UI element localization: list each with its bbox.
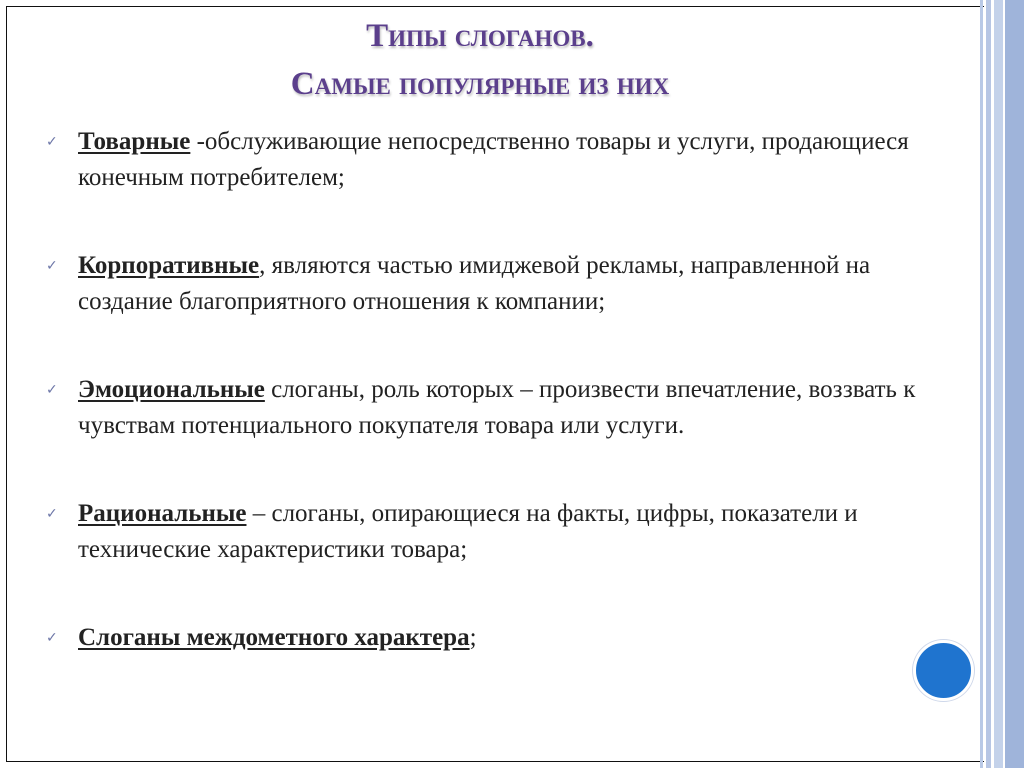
slide-title-line-2: Самые популярные из них [290, 66, 670, 102]
stripe [994, 0, 1003, 768]
slide-title [0, 12, 960, 108]
list-item-text: – слоганы, опирающиеся на факты, цифры, показатели и технические характеристики товара; [78, 500, 858, 563]
list-item-term: Товарные [78, 128, 191, 155]
checkmark-icon: ✓ [46, 134, 58, 150]
list-item-term: Эмоциональные [78, 376, 265, 403]
checkmark-icon: ✓ [46, 506, 58, 522]
slogan-types-list [46, 124, 926, 656]
list-item-term: Корпоративные [78, 252, 260, 279]
list-item-text: слоганы, роль которых – произвести впечатление, воззвать к чувствам потенциального покупателя товара или услуги. [78, 376, 916, 439]
stripe [980, 0, 983, 768]
stripe [1005, 0, 1024, 768]
checkmark-icon: ✓ [46, 382, 58, 398]
list-item-corporate [46, 248, 926, 320]
list-item-text: ; [469, 624, 477, 651]
list-item-text: -обслуживающие непосредственно товары и услуги, продающиеся конечным потребителем; [78, 128, 909, 191]
slide-title-line-1: Типы слоганов. [366, 18, 594, 54]
list-item-term: Слоганы междометного характера [78, 624, 470, 651]
list-item-product [46, 124, 926, 196]
decorative-stripes [980, 0, 1024, 768]
list-item-term: Рациональные [78, 500, 247, 527]
checkmark-icon: ✓ [46, 630, 58, 646]
decorative-circle [913, 640, 974, 701]
list-item-emotional [46, 372, 926, 444]
checkmark-icon: ✓ [46, 258, 58, 274]
list-item-text: , являются частью имиджевой рекламы, направленной на создание благоприятного отношения к компании; [78, 252, 871, 315]
list-item-rational [46, 496, 926, 568]
list-item-interjection [46, 620, 926, 656]
